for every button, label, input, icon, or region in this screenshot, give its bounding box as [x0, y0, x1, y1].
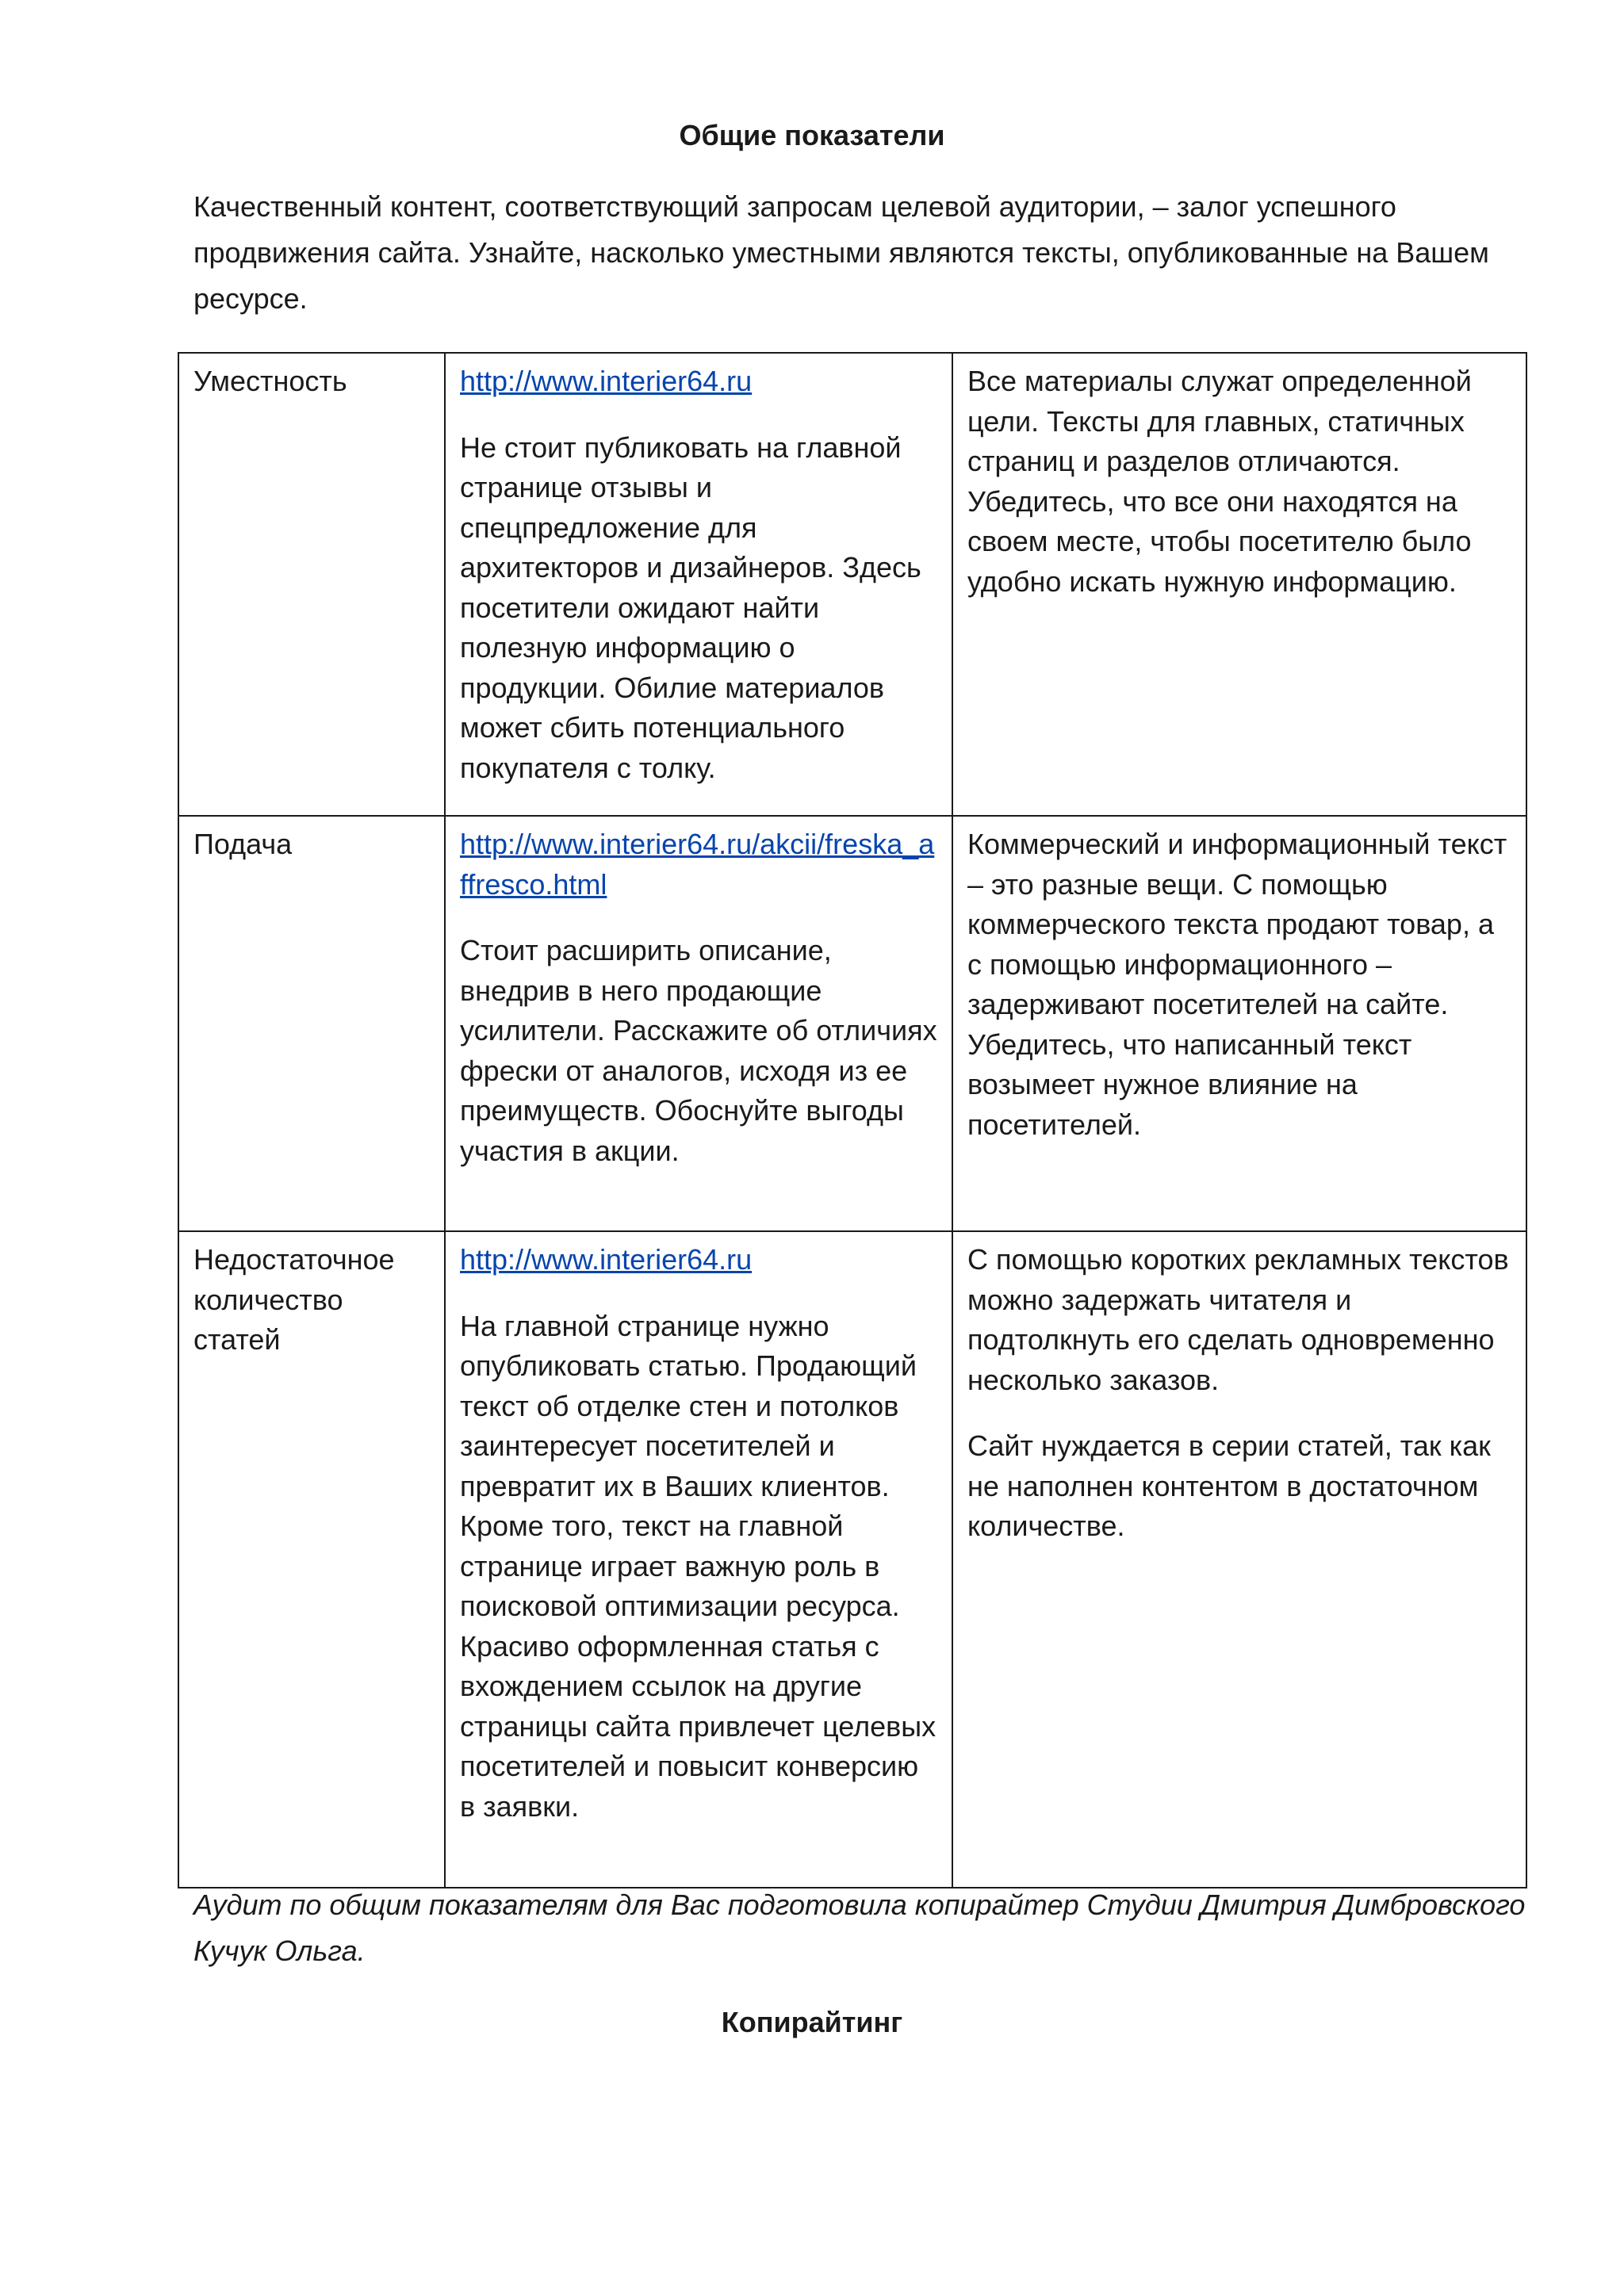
recommendation-cell [445, 353, 952, 816]
recommendation-text: На главной странице нужно опубликовать статью. Продающий текст об отделке стен и потолков заинтересует посетителей и превратит их в Ваших клиентов. Кроме того, текст на главной странице играет важную роль в поисковой оптимизации ресурса. Красиво оформленная статья с вхождением ссылок на другие страницы сайта привлечет целевых посетителей и повысит конверсию в заявки. [460, 1309, 936, 1823]
audit-signature: Аудит по общим показателям для Вас подготовила копирайтер Студии Дмитрия Димбровского Кучук Ольга. [193, 1888, 1526, 1967]
page-link[interactable]: http://www.interier64.ru/akcii/freska_affresco.html [460, 828, 935, 901]
criterion-cell [178, 1231, 445, 1888]
explanation-text: Коммерческий и информационный текст – это разные вещи. С помощью коммерческого текста продают товар, а с помощью информационного – задерживают посетителей на сайте. Убедитесь, что написанный текст возымеет нужное влияние на посетителей. [967, 828, 1507, 1141]
recommendation-cell [445, 816, 952, 1231]
intro-paragraph: Качественный контент, соответствующий запросам целевой аудитории, – залог успешного продвижения сайта. Узнайте, насколько уместными являются тексты, опубликованные на Вашем ресурсе. [193, 190, 1489, 315]
audit-table [178, 352, 1527, 1888]
criterion-label: Недостаточное количество статей [193, 1243, 395, 1356]
page-link[interactable]: http://www.interier64.ru [460, 1243, 753, 1276]
explanation-cell [952, 353, 1526, 816]
recommendation-text: Стоит расширить описание, внедрив в него продающие усилители. Расскажите об отличиях фрески от аналогов, исходя из ее преимуществ. Обоснуйте выгоды участия в акции. [460, 934, 937, 1167]
table-row [178, 1231, 1526, 1888]
criterion-cell [178, 816, 445, 1231]
page-title: Общие показатели [679, 119, 945, 151]
explanation-cell [952, 816, 1526, 1231]
recommendation-cell [445, 1231, 952, 1888]
section-title: Копирайтинг [721, 2006, 903, 2038]
explanation-text: С помощью коротких рекламных текстов можно задержать читателя и подтолкнуть его сделать одновременно несколько заказов. [967, 1243, 1509, 1396]
explanation-cell [952, 1231, 1526, 1888]
explanation-text: Все материалы служат определенной цели. Тексты для главных, статичных страниц и разделов отличаются. Убедитесь, что все они находятся на своем месте, чтобы посетителю было удобно искать нужную информацию. [967, 365, 1472, 598]
recommendation-text: Не стоит публиковать на главной странице отзывы и спецпредложение для архитекторов и дизайнеров. Здесь посетители ожидают найти полезную информацию о продукции. Обилие материалов может сбить потенциального покупателя с толку. [460, 430, 921, 784]
criterion-cell [178, 353, 445, 816]
table-row [178, 353, 1526, 816]
table-row [178, 816, 1526, 1231]
criterion-label: Уместность [193, 365, 347, 397]
explanation-text: Сайт нуждается в серии статей, так как не наполнен контентом в достаточном количестве. [967, 1429, 1491, 1542]
criterion-label: Подача [193, 828, 293, 860]
page-link[interactable]: http://www.interier64.ru [460, 365, 753, 397]
